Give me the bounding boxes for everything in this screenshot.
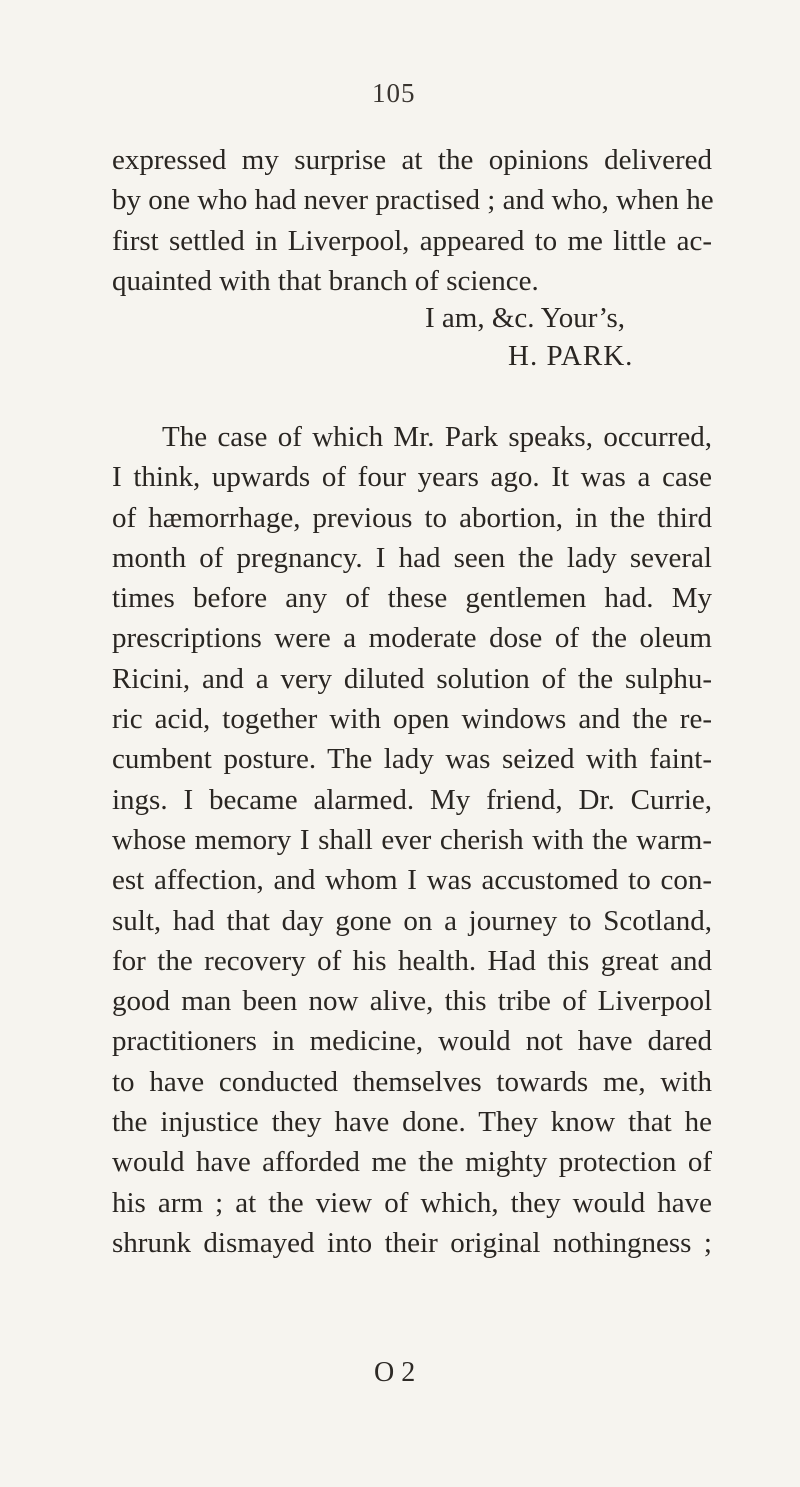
text-line: shrunk dismayed into their original nothingness ; bbox=[112, 1226, 712, 1259]
text-line: times before any of these gentlemen had. My bbox=[112, 582, 712, 615]
text-line: of hæmorrhage, previous to abortion, in the third bbox=[112, 501, 712, 534]
text-line: month of pregnancy. I had seen the lady several bbox=[112, 541, 712, 574]
text-line: ings. I became alarmed. My friend, Dr. Currie, bbox=[112, 783, 712, 816]
page-number: 105 bbox=[372, 78, 416, 108]
text-line: good man been now alive, this tribe of Liverpool bbox=[112, 985, 712, 1018]
text-line: for the recovery of his health. Had this great and bbox=[112, 944, 712, 977]
text-line: est affection, and whom I was accustomed to con- bbox=[112, 864, 712, 897]
text-line: I think, upwards of four years ago. It was a case bbox=[112, 461, 712, 494]
text-line: ric acid, together with open windows and the re- bbox=[112, 703, 712, 736]
text-line: to have conducted themselves towards me, with bbox=[112, 1065, 712, 1098]
text-line: expressed my surprise at the opinions delivered bbox=[112, 144, 712, 176]
letter-signature: H. PARK. bbox=[508, 340, 634, 372]
text-line: whose memory I shall ever cherish with the warm- bbox=[112, 823, 712, 856]
text-line: the injustice they have done. They know that he bbox=[112, 1106, 712, 1139]
text-line: his arm ; at the view of which, they would have bbox=[112, 1186, 712, 1219]
text-line: quainted with that branch of science. bbox=[112, 264, 539, 297]
paragraph-case-narrative bbox=[112, 417, 712, 1263]
text-line: prescriptions were a moderate dose of the oleum bbox=[112, 622, 712, 655]
paragraph-letter-ending bbox=[112, 140, 712, 301]
text-line: sult, had that day gone on a journey to Scotland, bbox=[112, 904, 712, 937]
printer-signature-mark: O 2 bbox=[374, 1357, 416, 1388]
text-line: The case of which Mr. Park speaks, occurred, bbox=[162, 421, 712, 453]
text-line: by one who had never practised ; and who, when he bbox=[112, 184, 714, 217]
letter-salutation: I am, &c. Your’s, bbox=[425, 302, 626, 334]
text-line: would have afforded me the mighty protection of bbox=[112, 1146, 712, 1179]
text-line: first settled in Liverpool, appeared to me little ac- bbox=[112, 224, 712, 257]
text-line: Ricini, and a very diluted solution of the sulphu- bbox=[112, 662, 712, 695]
text-line: cumbent posture. The lady was seized with faint- bbox=[112, 743, 712, 776]
text-line: practitioners in medicine, would not have dared bbox=[112, 1025, 712, 1058]
